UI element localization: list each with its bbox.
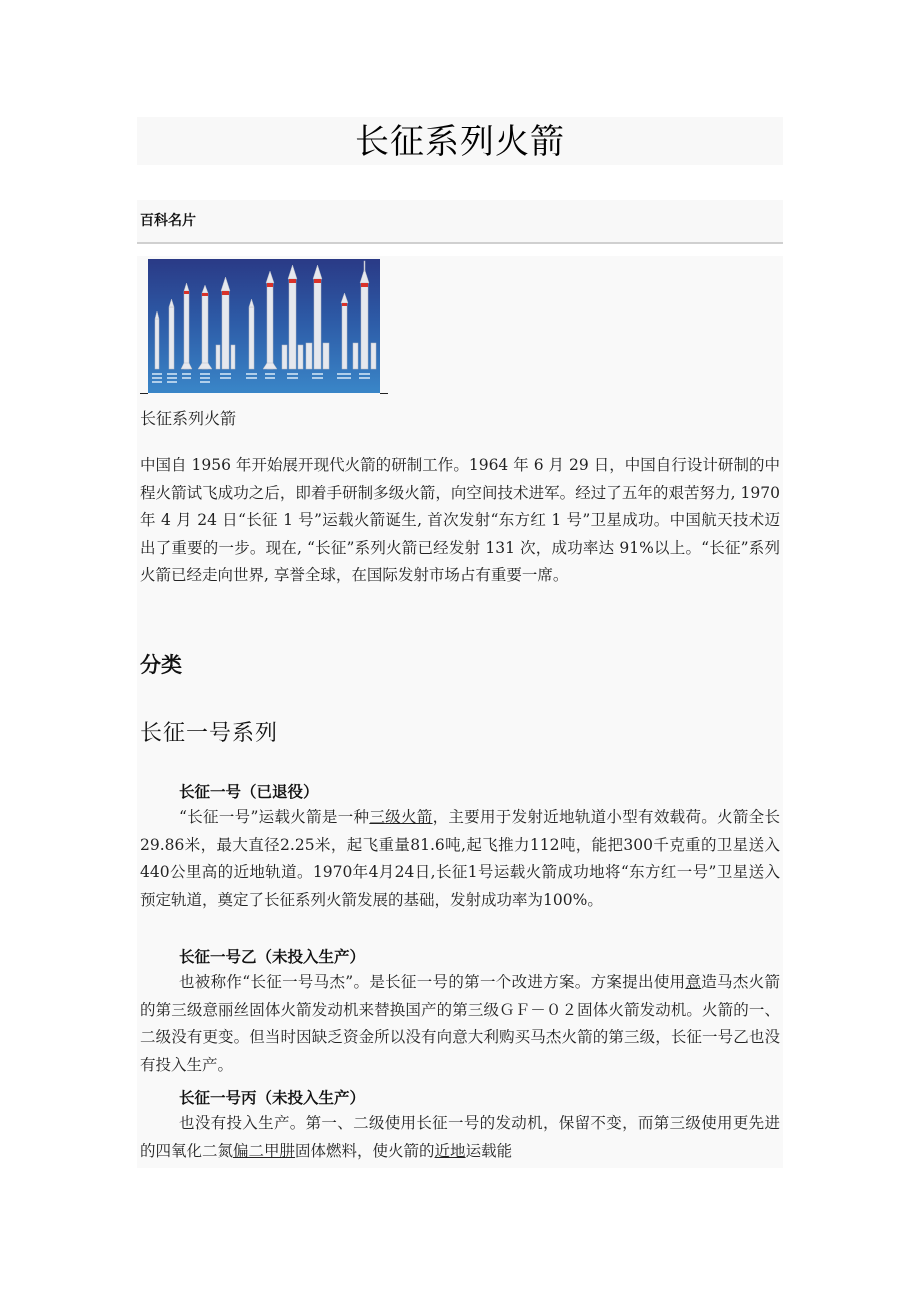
rockets-illustration <box>148 259 380 393</box>
image-caption: 长征系列火箭 <box>140 409 237 428</box>
paragraph-cz1c <box>140 1110 780 1165</box>
text: 也没有投入生产。第一、二级使用长征一号的发动机，保留不变，而第三级使用更先进的四氧化二氮 <box>140 1114 780 1160</box>
text: 也被称作“长征一号马杰”。是长征一号的第一个改进方案。方案提出使用 <box>179 973 686 991</box>
card-label: 百科名片 <box>140 213 196 229</box>
section-heading-classification: 分类 <box>140 653 182 677</box>
subheading-cz1: 长征一号（已退役） <box>179 783 319 801</box>
rocket-family-image <box>148 259 380 393</box>
subheading-cz1b: 长征一号乙（未投入生产） <box>179 948 366 966</box>
text: 运载能 <box>465 1141 513 1160</box>
text: 固体燃料，使火箭的 <box>295 1141 435 1160</box>
text: 造马杰火箭的第三级意丽丝固体火箭发动机来替换国产的第三级ＧＦ－０２固体火箭发动机。火箭的一、二级没有更变。但当时因缺乏资金所以没有向意大利购买马杰火箭的第三级，长征一号乙也没有投入生产。 <box>140 973 780 1074</box>
paragraph-cz1b <box>140 969 780 1079</box>
link-udmh[interactable]: 偏二甲肼 <box>233 1141 296 1160</box>
link-three-stage-rocket[interactable]: 三级火箭 <box>369 808 433 826</box>
link-low-earth[interactable]: 近地 <box>434 1141 466 1160</box>
main-content <box>137 256 783 1168</box>
paragraph-cz1 <box>140 804 780 914</box>
intro-paragraph: 中国自 1956 年开始展开现代火箭的研制工作。1964 年 6 月 29 日，中国自行设计研制的中程火箭试飞成功之后，即着手研制多级火箭，向空间技术进军。经过了五年的艰苦努力, 1970 年 4 月 24 日“长征 1 号”运载火箭诞生, 首次发射“东方红 1 号”卫星成功。中国航天技术迈出了重要的一步。现在, “长征”系列火箭已经发射 131 次，成功率达 91%以上。“长征”系列火箭已经走向世界, 享誉全球，在国际发射市场占有重要一席。 <box>140 456 780 584</box>
text: “长征一号”运载火箭是一种 <box>179 808 370 826</box>
image-anchor-right <box>380 393 388 394</box>
text: ，主要用于发射近地轨道小型有效载荷。火箭全长29.86米，最大直径2.25米，起飞重量81.6吨,起飞推力112吨，能把300千克重的卫星送入440公里高的近地轨道。1970年4月24日,长征1号运载火箭成功地将“东方红一号”卫星送入预定轨道，奠定了长征系列火箭发展的基础，发射成功率为100%。 <box>140 808 780 909</box>
card-header <box>137 200 783 244</box>
subheading-cz1c: 长征一号丙（未投入生产） <box>179 1089 366 1107</box>
image-anchor-left <box>140 393 148 394</box>
section-heading-cz1-series: 长征一号系列 <box>140 721 279 746</box>
link-italy[interactable]: 意 <box>685 973 702 991</box>
title-block <box>137 117 783 165</box>
page-title: 长征系列火箭 <box>355 122 565 162</box>
